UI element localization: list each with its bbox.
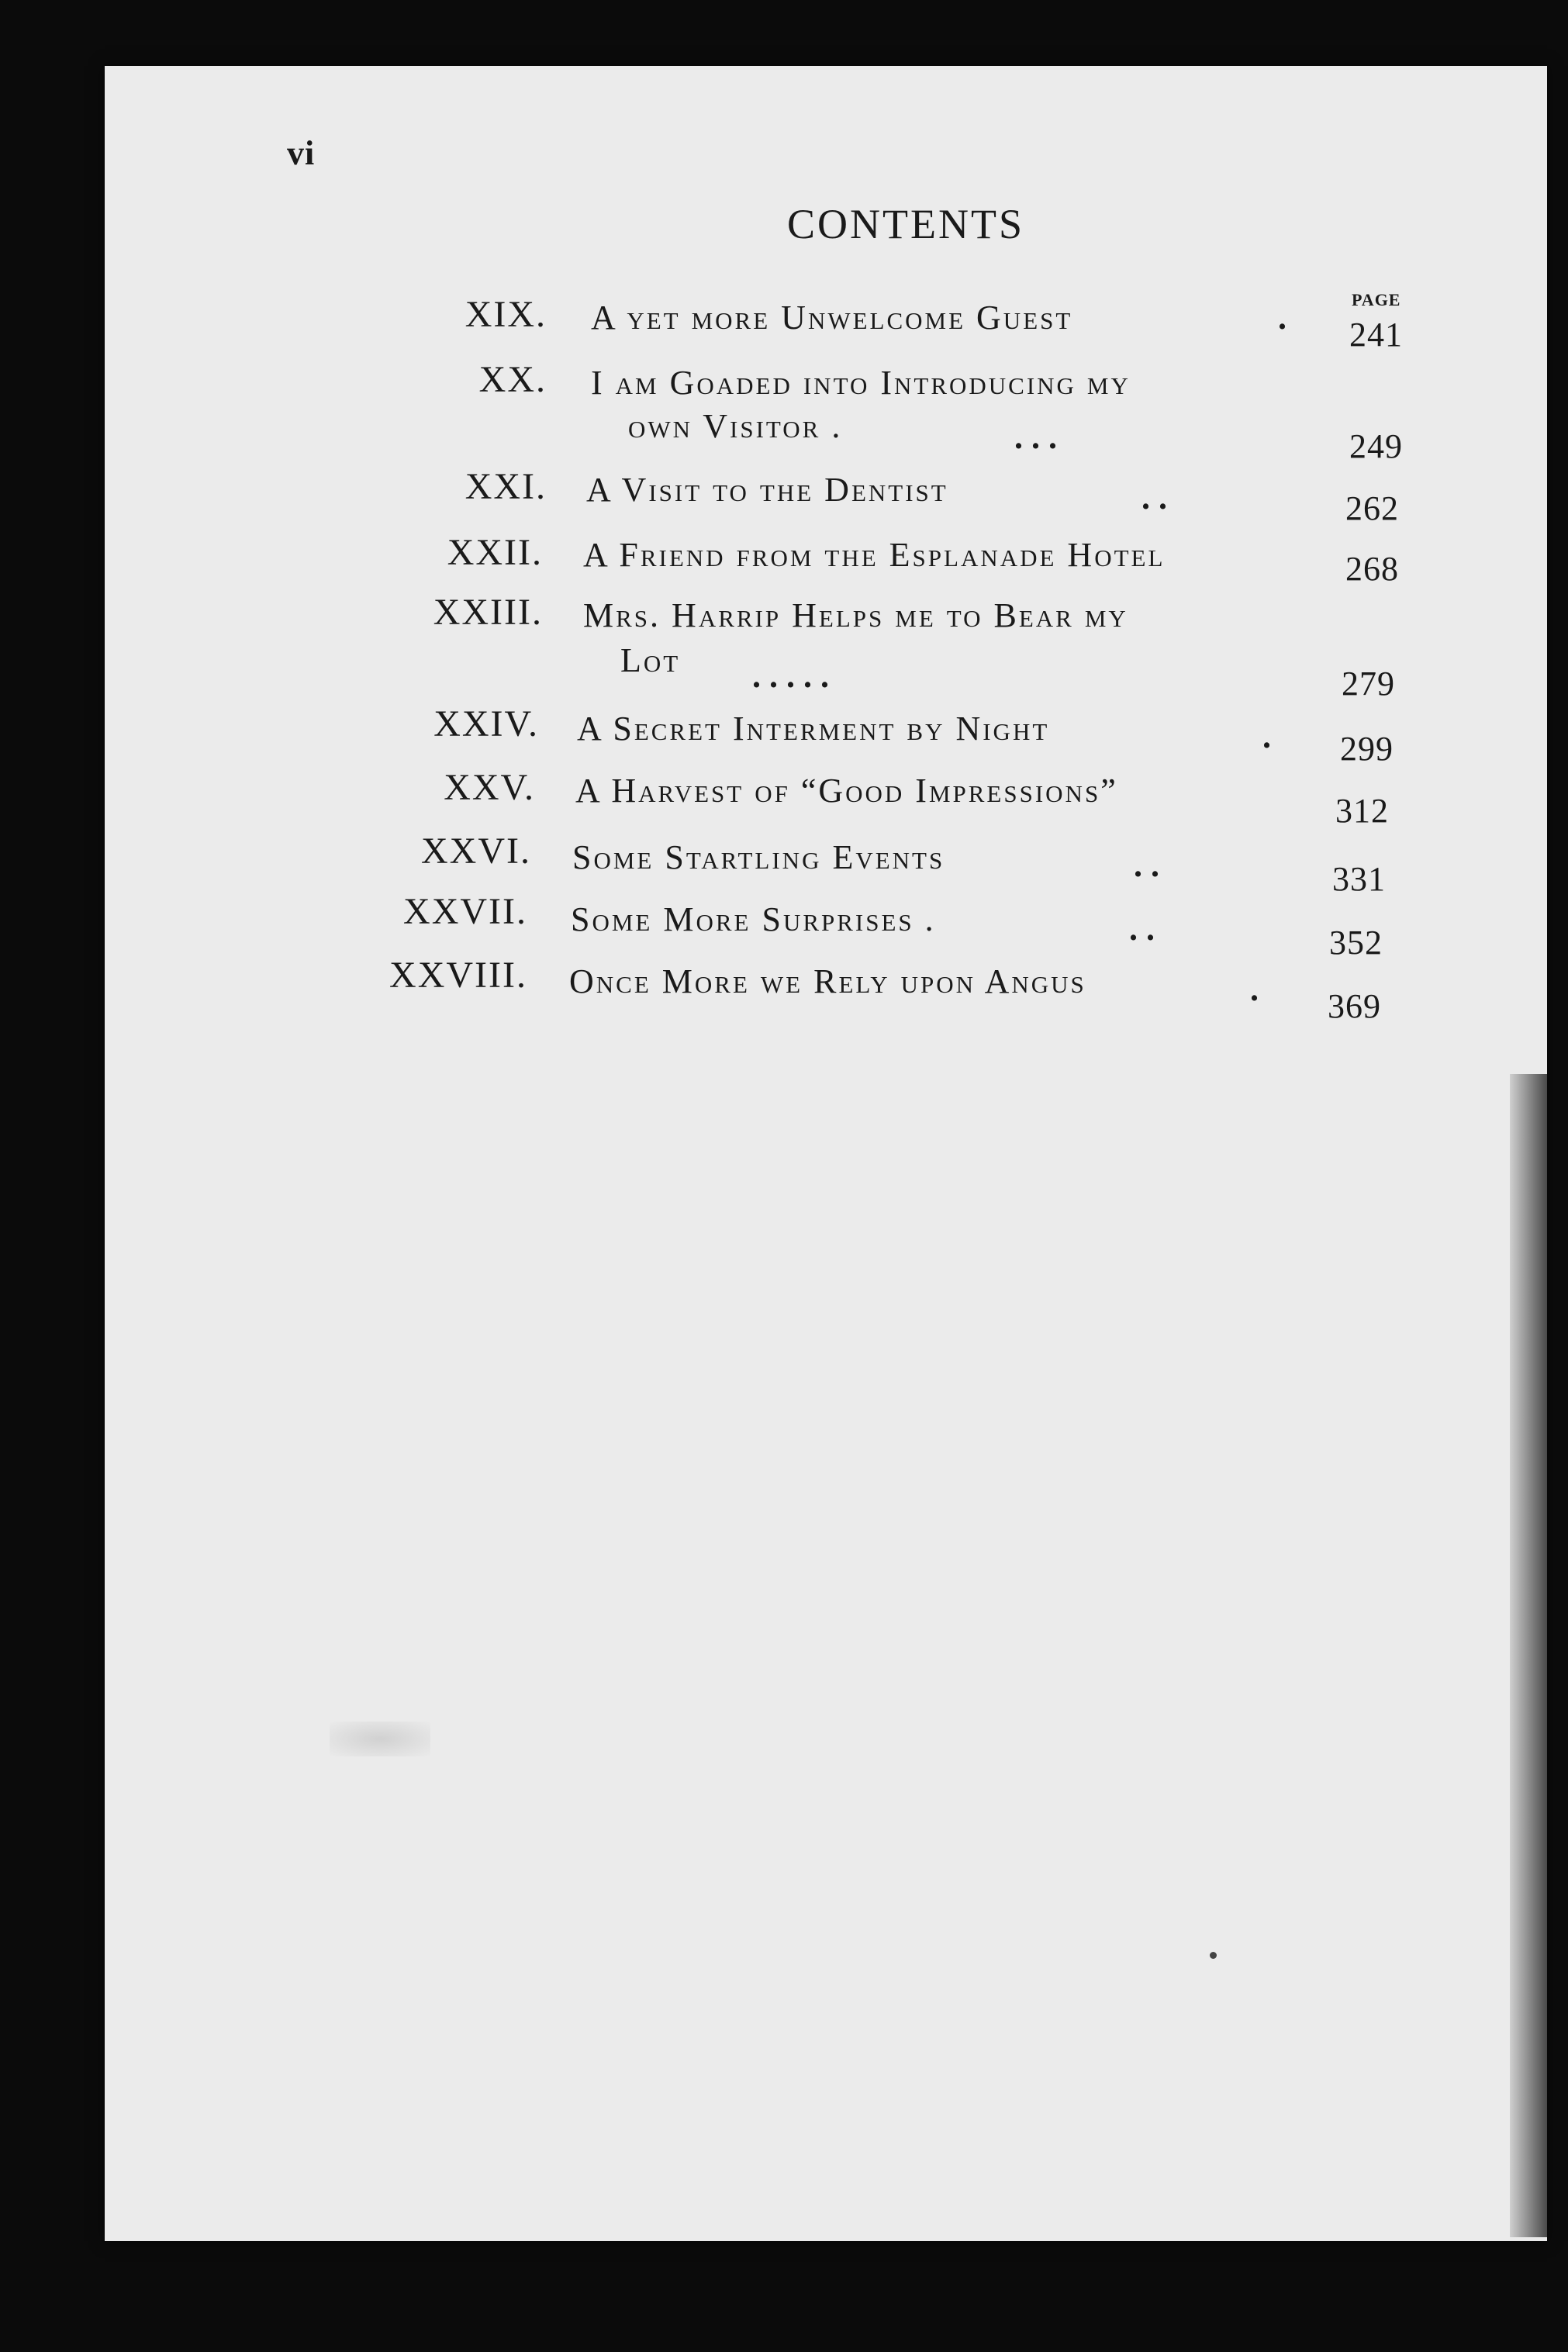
chapter-title: A Visit to the Dentist	[586, 471, 948, 509]
leader-dots: .	[1250, 970, 1259, 1008]
chapter-page: 249	[1349, 427, 1403, 465]
chapter-numeral: XXVI.	[421, 831, 531, 872]
chapter-title-continued: Lot	[620, 641, 681, 679]
chapter-numeral: XXII.	[447, 532, 543, 573]
ink-speck	[1210, 1952, 1217, 1959]
page-edge-shadow	[1510, 1074, 1547, 2237]
leader-dots: . .	[1129, 910, 1155, 948]
chapter-page: 262	[1345, 489, 1399, 527]
chapter-numeral: XIX.	[465, 294, 547, 335]
chapter-page: 241	[1349, 316, 1403, 354]
leader-dots: . . . . .	[752, 657, 829, 695]
chapter-numeral: XXVIII.	[389, 955, 527, 996]
leader-dots: . .	[1141, 478, 1167, 516]
leader-dots: .	[1262, 717, 1271, 755]
chapter-numeral: XXIV.	[433, 703, 539, 744]
chapter-page: 268	[1345, 550, 1399, 588]
chapter-title: I am Goaded into Introducing my	[591, 364, 1131, 402]
chapter-title: A Secret Interment by Night	[577, 710, 1050, 748]
page-number: vi	[287, 134, 316, 172]
page-title: CONTENTS	[787, 201, 1024, 247]
paper-smudge	[330, 1722, 430, 1756]
chapter-numeral: XX.	[478, 359, 547, 400]
chapter-title: A Friend from the Esplanade Hotel	[583, 536, 1166, 574]
chapter-page: 279	[1342, 665, 1395, 703]
leader-dots: .	[1278, 299, 1287, 337]
chapter-page: 331	[1332, 860, 1386, 898]
chapter-title-continued: own Visitor .	[628, 407, 843, 445]
chapter-numeral: XXIII.	[433, 592, 543, 633]
chapter-page: 312	[1335, 792, 1389, 830]
leader-dots: . . .	[1014, 418, 1057, 456]
chapter-title: Some Startling Events	[572, 838, 945, 876]
leader-dots: . .	[1134, 846, 1159, 884]
chapter-title: A yet more Unwelcome Guest	[591, 299, 1073, 337]
chapter-title: Once More we Rely upon Angus	[569, 962, 1086, 1000]
chapter-numeral: XXVII.	[403, 891, 527, 932]
chapter-title: Mrs. Harrip Helps me to Bear my	[583, 596, 1128, 634]
chapter-title: A Harvest of “Good Impressions”	[575, 772, 1118, 810]
page-column-label: PAGE	[1352, 290, 1401, 309]
chapter-numeral: XXI.	[465, 466, 547, 507]
chapter-title: Some More Surprises .	[571, 900, 936, 938]
chapter-page: 299	[1340, 730, 1394, 768]
chapter-numeral: XXV.	[444, 767, 535, 808]
chapter-page: 369	[1328, 987, 1381, 1025]
chapter-page: 352	[1329, 924, 1383, 962]
